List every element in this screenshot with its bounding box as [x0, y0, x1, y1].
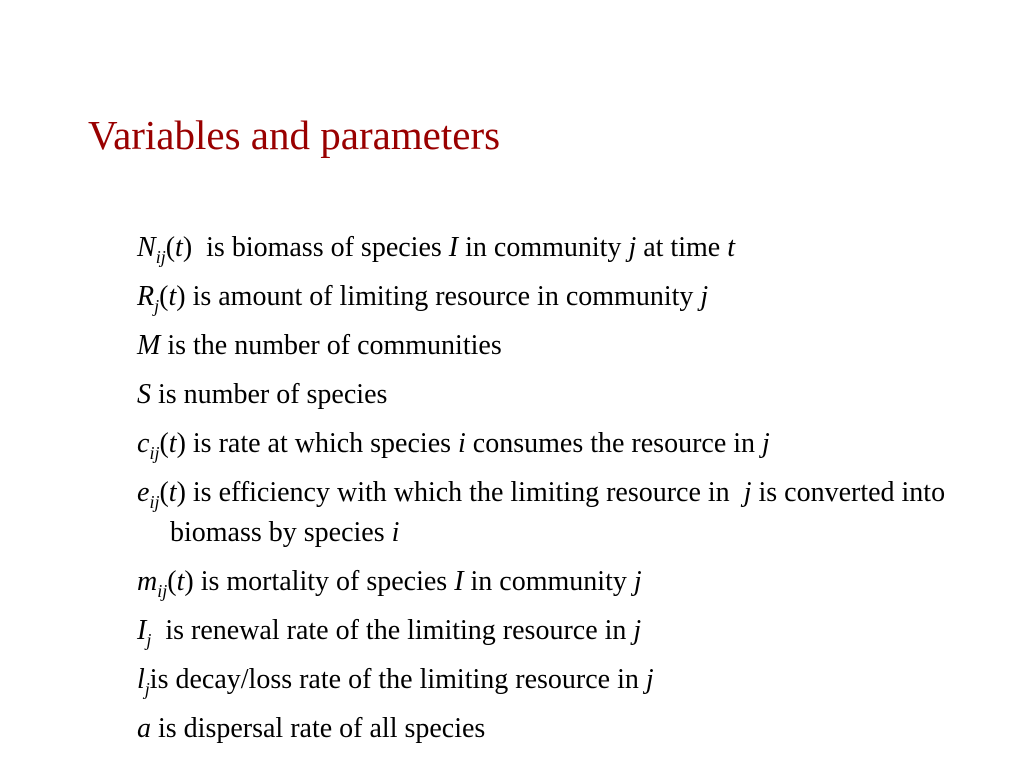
symbol: e — [137, 477, 150, 508]
argument: t — [168, 281, 177, 312]
subscript: ij — [149, 492, 160, 512]
definition-text: consumes the resource in — [465, 428, 763, 459]
definition-decay — [137, 660, 937, 700]
definition-text: is the number of communities — [160, 330, 502, 361]
definition-text: is dispersal rate of all species — [151, 713, 486, 744]
definition-resource — [137, 277, 937, 317]
variable: j — [700, 281, 709, 312]
argument: t — [175, 232, 183, 263]
variable: I — [448, 232, 459, 263]
subscript: j — [154, 296, 160, 316]
symbol: R — [137, 281, 155, 312]
paren-close: ) — [176, 428, 186, 459]
definition-text: is number of species — [151, 379, 388, 410]
argument: t — [176, 566, 185, 597]
paren-close: ) — [176, 477, 186, 508]
variable: i — [458, 428, 466, 459]
argument: t — [168, 477, 177, 508]
variable: j — [743, 477, 752, 508]
symbol: N — [137, 232, 156, 263]
definition-communities — [137, 326, 937, 366]
variable: j — [628, 232, 637, 263]
definition-text: in community — [458, 232, 629, 263]
definition-efficiency — [137, 473, 950, 553]
argument: t — [168, 428, 177, 459]
definition-text: is renewal rate of the limiting resource in — [151, 615, 634, 646]
definition-text: is converted into biomass by species — [170, 477, 946, 548]
paren-close: ) — [176, 281, 186, 312]
symbol: S — [137, 379, 151, 410]
definition-consumption — [137, 424, 937, 464]
variable: j — [762, 428, 770, 459]
variable: j — [633, 615, 642, 646]
definition-text: at time — [636, 232, 728, 263]
definition-text: is decay/loss rate of the limiting resource in — [149, 664, 646, 695]
subscript: ij — [155, 247, 166, 267]
symbol: I — [137, 615, 147, 646]
definition-text: is biomass of species — [192, 232, 449, 263]
definition-text: is amount of limiting resource in community — [185, 281, 701, 312]
paren-open: ( — [165, 232, 176, 263]
slide-title: Variables and parameters — [88, 112, 501, 158]
definition-text: is rate at which species — [185, 428, 459, 459]
definition-text: is mortality of species — [193, 566, 455, 597]
subscript: ij — [157, 581, 168, 601]
paren-close: ) — [182, 232, 193, 263]
variable: I — [454, 566, 464, 597]
definition-dispersal — [137, 709, 937, 749]
subscript: j — [146, 630, 152, 650]
symbol: M — [137, 330, 161, 361]
paren-open: ( — [159, 428, 169, 459]
symbol: c — [137, 428, 150, 459]
paren-open: ( — [159, 281, 169, 312]
paren-close: ) — [184, 566, 194, 597]
variable: j — [645, 664, 654, 695]
subscript: ij — [149, 443, 160, 463]
definition-biomass — [137, 228, 937, 268]
subscript: j — [144, 679, 150, 699]
symbol: m — [137, 566, 158, 597]
variable: i — [391, 517, 400, 548]
definition-species-count — [137, 375, 937, 415]
symbol: a — [137, 713, 151, 744]
symbol: l — [137, 664, 145, 695]
definitions-list — [137, 228, 946, 758]
definition-renewal — [137, 611, 937, 651]
paren-open: ( — [167, 566, 177, 597]
definition-mortality — [137, 562, 937, 602]
variable: j — [633, 566, 642, 597]
definition-text: is efficiency with which the limiting resource in — [185, 477, 744, 508]
definition-text: in community — [463, 566, 634, 597]
paren-open: ( — [159, 477, 169, 508]
variable: t — [727, 232, 735, 263]
